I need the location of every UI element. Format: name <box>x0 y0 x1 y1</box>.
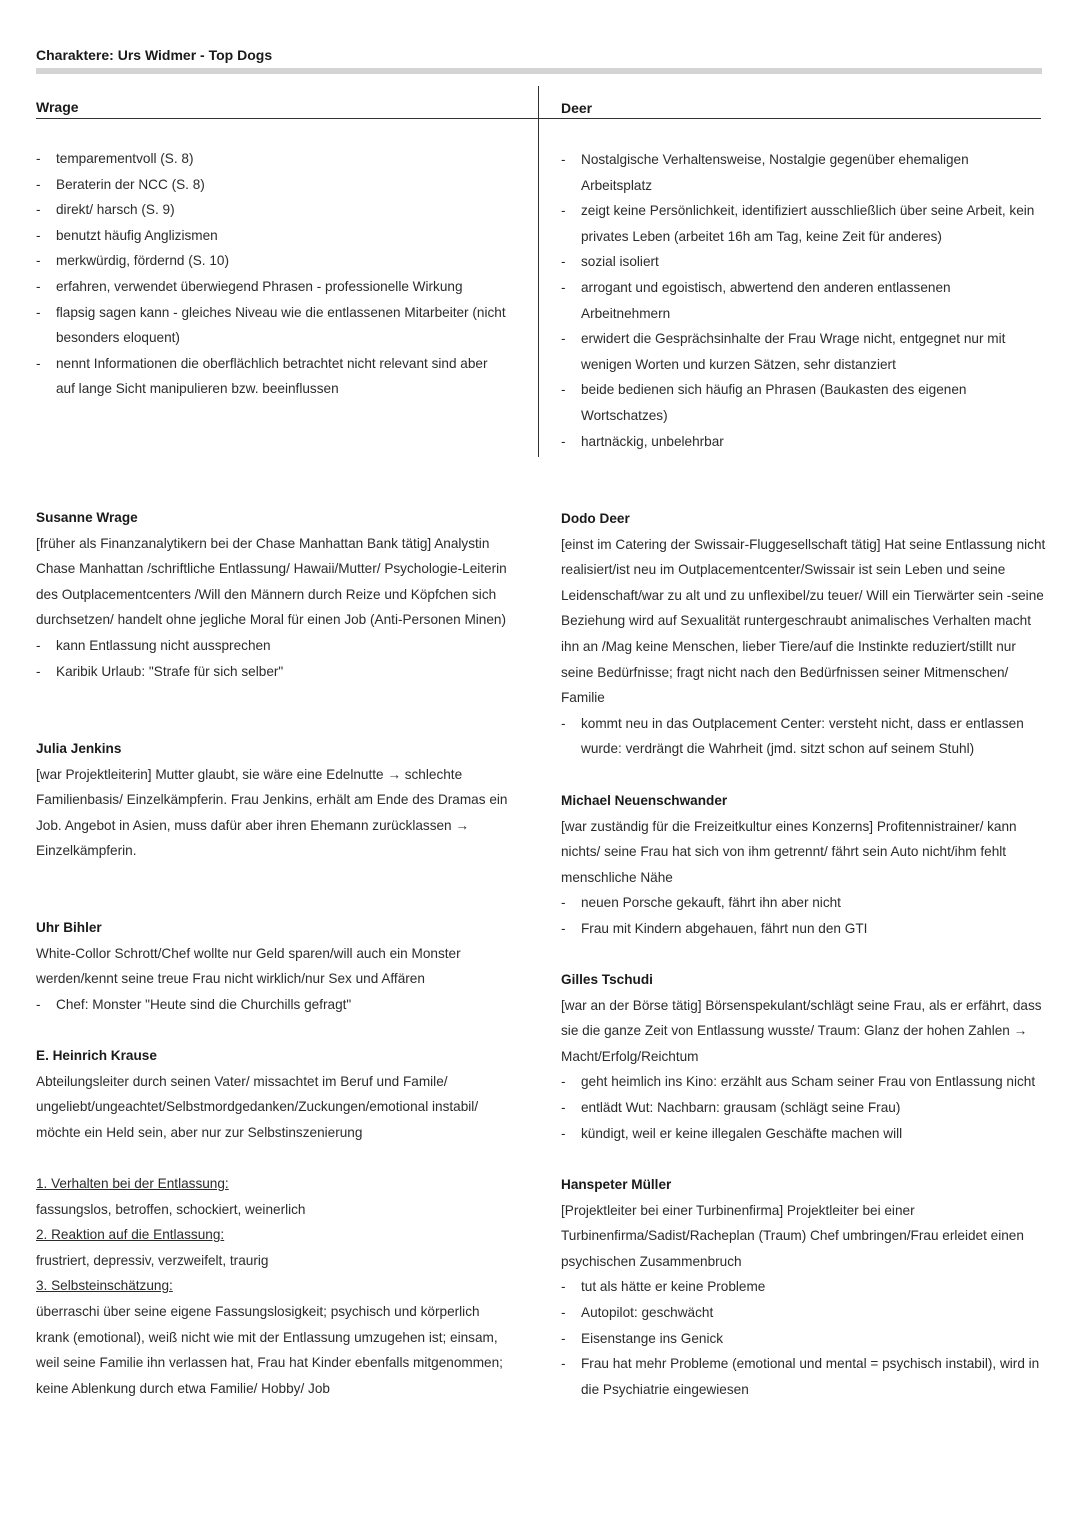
left-table-heading: Wrage <box>36 99 79 115</box>
profile-heinrich-krause <box>36 1043 516 1401</box>
profile-list <box>561 1274 1047 1402</box>
list-item: - arrogant und egoistisch, abwertend den anderen entlassenen Arbeitnehmern <box>561 275 1039 326</box>
profile-list <box>36 633 516 684</box>
list-item: - kündigt, weil er keine illegalen Geschäfte machen will <box>561 1121 1051 1147</box>
list-item: - Autopilot: geschwächt <box>561 1300 1047 1326</box>
page-title: Charaktere: Urs Widmer - Top Dogs <box>36 47 273 63</box>
list-item: - Frau mit Kindern abgehauen, fährt nun den GTI <box>561 916 1051 942</box>
title-divider <box>36 68 1042 74</box>
profile-text: White-Collor Schrott/Chef wollte nur Geld sparen/will auch ein Monster werden/kennt seine treue Frau nicht wirklich/nur Sex und Affären <box>36 945 461 987</box>
profile-name: E. Heinrich Krause <box>36 1048 157 1063</box>
list-item: - Karibik Urlaub: "Strafe für sich selber" <box>36 659 516 685</box>
list-item: - geht heimlich ins Kino: erzählt aus Scham seiner Frau von Entlassung nicht <box>561 1069 1051 1095</box>
right-heading-rule <box>539 118 1041 119</box>
profile-michael-neuenschwander <box>561 788 1051 942</box>
profile-dodo-deer <box>561 506 1047 762</box>
profile-julia-jenkins <box>36 736 516 864</box>
list-item: - erwidert die Gesprächsinhalte der Frau Wrage nicht, entgegnet nur mit wenigen Worten und kurzen Sätzen, sehr distanziert <box>561 326 1039 377</box>
section-heading: 3. Selbsteinschätzung: <box>36 1278 173 1294</box>
section-text: überraschi über seine eigene Fassungslosigkeit; psychisch und körperlich krank (emotional), weiß nicht wie mit der Entlassung umzugehen ist; einsam, weil seine Familie ihn verlassen hat, Frau hat Kinder ebenfalls mitgenommen; keine Ablenkung durch etwa Familie/ Hobby/ Job <box>36 1303 503 1396</box>
list-item: - direkt/ harsch (S. 9) <box>36 197 506 223</box>
profile-susanne-wrage <box>36 505 516 684</box>
list-item: - Beraterin der NCC (S. 8) <box>36 172 506 198</box>
profile-text: [früher als Finanzanalytikern bei der Chase Manhattan Bank tätig] Analystin Chase Manhattan /schriftliche Entlassung/ Hawaii/Mutter/ Psychologie-Leiterin des Outplacementcenters /Will den Männern durch Reize und Köpfchen sich durchsetzen/ handelt ohne jegliche Moral für einen Job (Anti-Personen Minen) <box>36 535 507 628</box>
list-item: - kann Entlassung nicht aussprechen <box>36 633 516 659</box>
list-item: - tut als hätte er keine Probleme <box>561 1274 1047 1300</box>
list-item: - erfahren, verwendet überwiegend Phrasen - professionelle Wirkung <box>36 274 506 300</box>
section-text: frustriert, depressiv, verzweifelt, traurig <box>36 1252 269 1268</box>
profile-name: Dodo Deer <box>561 511 630 526</box>
list-item: - temparementvoll (S. 8) <box>36 146 506 172</box>
section-text: fassungslos, betroffen, schockiert, weinerlich <box>36 1201 306 1217</box>
profile-list <box>561 1069 1051 1146</box>
list-item: - hartnäckig, unbelehrbar <box>561 429 1039 455</box>
profile-hanspeter-mueller <box>561 1172 1047 1402</box>
left-heading-rule <box>36 118 538 119</box>
profile-text: [war Projektleiterin] Mutter glaubt, sie wäre eine Edelnutte → schlechte Familienbasis/ Einzelkämpferin. Frau Jenkins, erhält am Ende des Dramas ein Job. Angebot in Asien, muss dafür aber ihren Ehemann zurücklassen → Einzelkämpferin. <box>36 766 508 859</box>
list-item: - kommt neu in das Outplacement Center: versteht nicht, dass er entlassen wurde: verdrängt die Wahrheit (jmd. sitzt schon auf seinem Stuhl) <box>561 711 1047 762</box>
section-heading: 1. Verhalten bei der Entlassung: <box>36 1175 229 1191</box>
profile-name: Julia Jenkins <box>36 741 122 756</box>
right-table-heading: Deer <box>561 100 593 116</box>
profile-list <box>561 711 1047 762</box>
profile-text: [war zuständig für die Freizeitkultur eines Konzerns] Profitennistrainer/ kann nichts/ seine Frau hat sich von ihm getrennt/ fährt sein Auto nicht/ihm fehlt menschliche Nähe <box>561 818 1017 885</box>
profile-uhr-bihler <box>36 915 516 1017</box>
profile-name: Michael Neuenschwander <box>561 793 728 808</box>
list-item: - Frau hat mehr Probleme (emotional und mental = psychisch instabil), wird in die Psychiatrie eingewiesen <box>561 1351 1047 1402</box>
list-item: - benutzt häufig Anglizismen <box>36 223 506 249</box>
list-item: - zeigt keine Persönlichkeit, identifiziert ausschließlich über seine Arbeit, kein privates Leben (arbeitet 16h am Tag, keine Zeit für anderes) <box>561 198 1039 249</box>
profile-name: Susanne Wrage <box>36 510 138 525</box>
table-column-divider <box>538 86 539 457</box>
list-item: - Nostalgische Verhaltensweise, Nostalgie gegenüber ehemaligen Arbeitsplatz <box>561 147 1039 198</box>
profile-text: [Projektleiter bei einer Turbinenfirma] Projektleiter bei einer Turbinenfirma/Sadist/Racheplan (Traum) Chef umbringen/Frau erleidet einen psychischen Zusammenbruch <box>561 1202 1024 1269</box>
list-item: - Chef: Monster "Heute sind die Churchills gefragt" <box>36 992 516 1018</box>
list-item: - flapsig sagen kann - gleiches Niveau wie die entlassenen Mitarbeiter (nicht besonders eloquent) <box>36 300 506 351</box>
profile-name: Gilles Tschudi <box>561 972 653 987</box>
profile-name: Hanspeter Müller <box>561 1177 672 1192</box>
profile-gilles-tschudi <box>561 967 1051 1146</box>
list-item: - merkwürdig, fördernd (S. 10) <box>36 248 506 274</box>
list-item: - sozial isoliert <box>561 249 1039 275</box>
profile-text: Abteilungsleiter durch seinen Vater/ missachtet im Beruf und Famile/ ungeliebt/ungeachtet/Selbstmordgedanken/Zuckungen/emotional instabil/ möchte ein Held sein, aber nur zur Selbstinszenierung <box>36 1073 479 1140</box>
list-item: - beide bedienen sich häufig an Phrasen (Baukasten des eigenen Wortschatzes) <box>561 377 1039 428</box>
profile-name: Uhr Bihler <box>36 920 102 935</box>
left-table-list <box>36 146 506 402</box>
list-item: - neuen Porsche gekauft, fährt ihn aber nicht <box>561 890 1051 916</box>
list-item: - entlädt Wut: Nachbarn: grausam (schlägt seine Frau) <box>561 1095 1051 1121</box>
profile-text: [war an der Börse tätig] Börsenspekulant/schlägt seine Frau, als er erfährt, dass sie die ganze Zeit von Entlassung wusste/ Traum: Glanz der hohen Zahlen → Macht/Erfolg/Reichtum <box>561 997 1042 1064</box>
profile-list <box>36 992 516 1018</box>
list-item: - nennt Informationen die oberflächlich betrachtet nicht relevant sind aber auf lange Sicht manipulieren bzw. beeinflussen <box>36 351 506 402</box>
right-table-list <box>561 147 1039 454</box>
profile-text: [einst im Catering der Swissair-Fluggesellschaft tätig] Hat seine Entlassung nicht realisiert/ist neu im Outplacementcenter/Swissair ist sein Leben und seine Leidenschaft/war zu alt und zu unflexibel/zu teuer/ Will ein Tierwärter sein -seine Beziehung wird auf Sexualität runtergeschraubt animalisches Verhalten macht ihn an /Mag keine Menschen, lieber Tiere/auf die Instinkte reduziert/stillt nur seine Bedürfnisse; fragt nicht nach den Bedürfnissen seiner Mitmenschen/ Familie <box>561 536 1046 706</box>
profile-list <box>561 890 1051 941</box>
list-item: - Eisenstange ins Genick <box>561 1326 1047 1352</box>
section-heading: 2. Reaktion auf die Entlassung: <box>36 1227 225 1243</box>
